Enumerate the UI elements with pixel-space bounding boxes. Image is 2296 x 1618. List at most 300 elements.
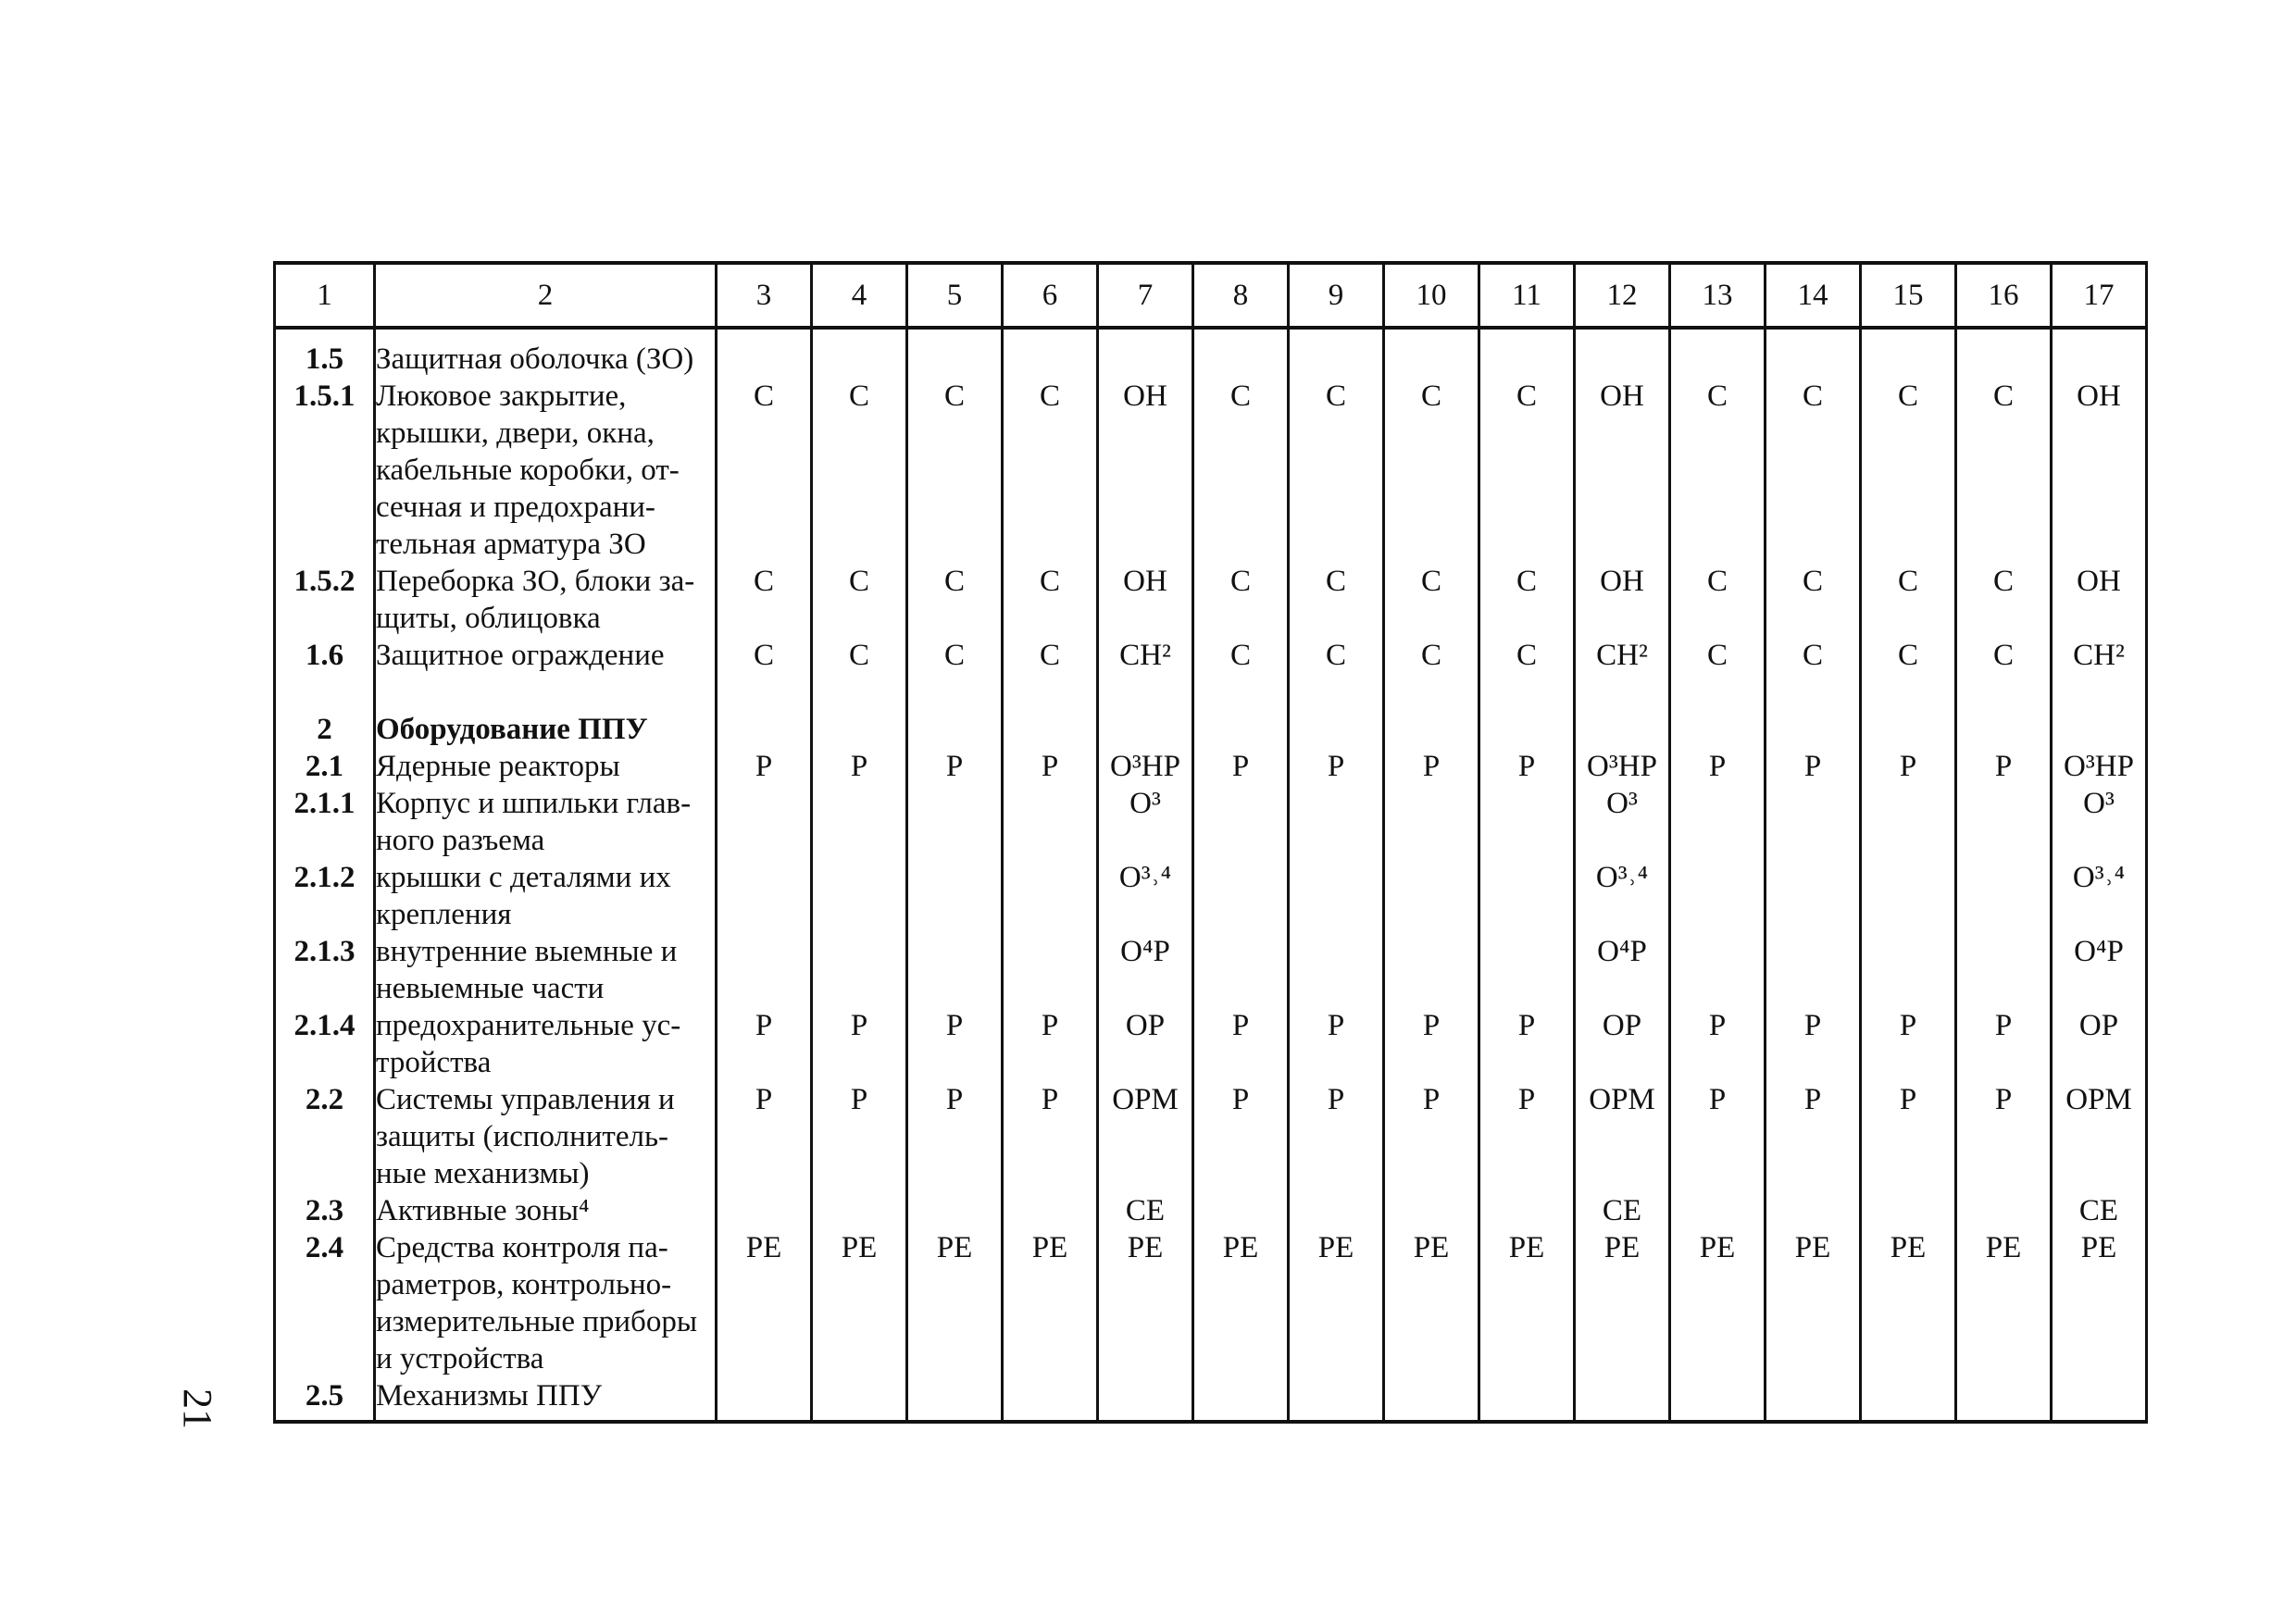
status-code-cell [1479,711,1575,748]
status-code-cell: О³ [1098,785,1193,859]
status-code-cell: С [717,378,812,563]
row-description [375,563,717,637]
status-code-cell [717,1192,812,1229]
status-code-cell: О³ [2052,785,2147,859]
status-code-cell [1003,1192,1098,1229]
status-code-cell: О³НР [1098,748,1193,785]
status-code-cell: С [1766,637,1861,674]
status-code-cell [1003,1377,1098,1422]
status-code-cell: ОР [2052,1007,2147,1081]
description-line: крышки, двери, окна, [376,417,655,450]
description-line: сечная и предохрани- [376,491,655,524]
status-code-cell [1289,859,1384,933]
column-header: 10 [1384,263,1479,328]
empty-cell [1670,674,1766,711]
status-code-cell [1670,859,1766,933]
empty-cell [1766,674,1861,711]
description-line: Защитное ограждение [376,639,665,672]
status-code-cell: Р [1670,1007,1766,1081]
column-header: 4 [812,263,907,328]
status-code-cell: С [812,637,907,674]
status-code-cell [812,933,907,1007]
status-code-cell: О⁴Р [1098,933,1193,1007]
status-code-cell: С [1003,378,1098,563]
status-code-cell: СЕ [1575,1192,1670,1229]
status-code-cell [907,711,1003,748]
status-code-cell: ОН [1575,378,1670,563]
table-row [275,328,2147,378]
status-code-cell: СН² [1098,637,1193,674]
status-code-cell: Р [907,748,1003,785]
status-code-cell [1766,711,1861,748]
row-number: 1.5.2 [275,563,375,637]
row-description [375,1007,717,1081]
status-code-cell [1193,859,1289,933]
status-code-cell: ОР [1098,1007,1193,1081]
status-code-cell [812,859,907,933]
status-code-cell [1289,785,1384,859]
status-code-cell: ОРМ [1575,1081,1670,1192]
description-line: измерительные приборы [376,1305,698,1338]
status-code-cell [812,1377,907,1422]
status-code-cell [1956,328,2052,378]
status-code-cell: С [907,378,1003,563]
row-number: 1.6 [275,637,375,674]
status-code-cell [1003,933,1098,1007]
status-code-cell [1956,933,2052,1007]
empty-cell [1003,674,1098,711]
status-code-cell [907,1192,1003,1229]
status-code-cell: РЕ [2052,1229,2147,1377]
status-code-cell: Р [1479,1081,1575,1192]
status-code-cell [717,711,812,748]
table-row [275,378,2147,563]
status-code-cell [1766,933,1861,1007]
description-line: Активные зоны⁴ [376,1194,590,1227]
status-code-cell: С [1766,563,1861,637]
status-code-cell: Р [1003,1007,1098,1081]
row-description [375,785,717,859]
table-body [275,328,2147,1422]
status-code-cell: О³НР [2052,748,2147,785]
status-code-cell [1384,785,1479,859]
description-line: Защитная оболочка (ЗО) [376,342,694,376]
column-header: 2 [375,263,717,328]
status-code-cell: Р [717,1081,812,1192]
status-code-cell: С [1956,378,2052,563]
row-description [375,1081,717,1192]
status-code-cell: Р [1766,1081,1861,1192]
column-header: 9 [1289,263,1384,328]
status-code-cell [1384,933,1479,1007]
column-header: 1 [275,263,375,328]
status-code-cell [2052,328,2147,378]
status-code-cell: РЕ [1670,1229,1766,1377]
description-line: защиты (исполнитель- [376,1120,668,1153]
description-line: кабельные коробки, от- [376,454,680,487]
status-code-cell [1098,1377,1193,1422]
row-description [375,637,717,674]
status-code-cell [1670,328,1766,378]
page-number: 21 [175,1388,220,1429]
status-code-cell [812,328,907,378]
empty-cell [717,674,812,711]
status-code-cell: РЕ [1766,1229,1861,1377]
table-row [275,1229,2147,1377]
status-code-cell: Р [717,748,812,785]
row-number: 2.5 [275,1377,375,1422]
table-row [275,859,2147,933]
table-row [275,1192,2147,1229]
column-header: 7 [1098,263,1193,328]
row-number: 2.1.1 [275,785,375,859]
status-code-cell: РЕ [1289,1229,1384,1377]
column-header: 17 [2052,263,2147,328]
status-code-cell: Р [1861,1007,1956,1081]
status-code-cell: ОН [2052,563,2147,637]
status-code-cell: ОРМ [1098,1081,1193,1192]
status-code-cell: С [1861,563,1956,637]
table-row [275,1007,2147,1081]
status-code-cell [1193,933,1289,1007]
row-number: 1.5.1 [275,378,375,563]
status-code-cell: Р [1193,748,1289,785]
status-code-cell [812,711,907,748]
column-header: 15 [1861,263,1956,328]
description-line: внутренние выемные и [376,935,678,968]
status-code-cell [1479,1192,1575,1229]
status-code-cell: Р [812,748,907,785]
row-number: 2 [275,711,375,748]
table-row [275,1081,2147,1192]
status-code-cell [1575,328,1670,378]
status-code-cell [1861,1192,1956,1229]
empty-cell [1384,674,1479,711]
status-code-cell [1479,1377,1575,1422]
status-code-cell: С [1479,637,1575,674]
status-code-cell: С [1003,563,1098,637]
status-code-cell [1766,785,1861,859]
status-code-cell: С [1956,563,2052,637]
status-code-cell [1766,859,1861,933]
status-code-cell [1479,328,1575,378]
status-code-cell: РЕ [1003,1229,1098,1377]
row-number: 1.5 [275,328,375,378]
status-code-cell: Р [1670,748,1766,785]
status-code-cell: Р [1861,1081,1956,1192]
status-code-cell [1766,1377,1861,1422]
status-code-cell: С [1289,637,1384,674]
status-code-cell [1384,328,1479,378]
row-number: 2.1.2 [275,859,375,933]
status-code-cell: С [1384,563,1479,637]
status-code-cell [907,785,1003,859]
status-code-cell: Р [907,1081,1003,1192]
status-code-cell [1193,328,1289,378]
row-number: 2.1 [275,748,375,785]
description-line: крышки с деталями их [376,861,671,894]
description-line: Корпус и шпильки глав- [376,787,692,820]
status-code-cell: С [812,378,907,563]
description-line: Ядерные реакторы [376,750,620,783]
empty-cell [1861,674,1956,711]
status-code-cell [1384,859,1479,933]
empty-cell [1193,674,1289,711]
status-code-cell: Р [1003,1081,1098,1192]
empty-cell [1098,674,1193,711]
status-code-cell: РЕ [1956,1229,2052,1377]
status-code-cell: СЕ [1098,1192,1193,1229]
status-code-cell: Р [1193,1081,1289,1192]
status-code-cell: О⁴Р [2052,933,2147,1007]
column-header: 5 [907,263,1003,328]
status-code-cell [1766,1192,1861,1229]
description-line: предохранительные ус- [376,1009,681,1042]
row-description [375,378,717,563]
status-code-cell: Р [1956,1081,2052,1192]
status-code-cell: РЕ [812,1229,907,1377]
status-code-cell: Р [1479,1007,1575,1081]
row-number: 2.3 [275,1192,375,1229]
spacer-row [275,674,2147,711]
status-code-cell: Р [1289,1081,1384,1192]
status-code-cell: РЕ [1479,1229,1575,1377]
status-code-cell: О³˒⁴ [1098,859,1193,933]
status-code-cell: ОН [1098,378,1193,563]
status-code-cell: Р [1384,748,1479,785]
status-code-cell [907,1377,1003,1422]
status-code-cell: С [1670,637,1766,674]
status-code-cell [1384,711,1479,748]
status-code-cell: РЕ [1098,1229,1193,1377]
status-code-cell: ОН [1575,563,1670,637]
status-code-cell: С [1193,563,1289,637]
status-code-cell: Р [1670,1081,1766,1192]
row-description [375,1192,717,1229]
table-row [275,637,2147,674]
status-code-cell [812,1192,907,1229]
status-code-cell [1956,711,2052,748]
row-description [375,933,717,1007]
status-code-cell [1384,1377,1479,1422]
empty-cell [275,674,375,711]
status-code-cell: С [1670,563,1766,637]
header-row [275,263,2147,328]
status-code-cell: О⁴Р [1575,933,1670,1007]
status-code-cell: РЕ [1384,1229,1479,1377]
status-code-cell: Р [1861,748,1956,785]
status-code-cell [907,933,1003,1007]
row-description [375,859,717,933]
description-line: ного разъема [376,824,545,857]
row-description [375,1377,717,1422]
status-code-cell [1003,711,1098,748]
status-code-cell: С [1193,637,1289,674]
status-code-cell: РЕ [907,1229,1003,1377]
status-code-cell [1193,711,1289,748]
status-code-cell: РЕ [717,1229,812,1377]
status-code-cell [1670,1377,1766,1422]
empty-cell [907,674,1003,711]
status-code-cell: Р [1003,748,1098,785]
status-code-cell [1861,859,1956,933]
status-code-cell: С [907,637,1003,674]
status-code-cell: С [1384,637,1479,674]
status-code-cell [1479,933,1575,1007]
status-code-cell [1479,859,1575,933]
description-line: крепления [376,898,512,931]
status-code-cell: СН² [1575,637,1670,674]
column-header: 14 [1766,263,1861,328]
empty-cell [1575,674,1670,711]
status-code-cell: ОН [1098,563,1193,637]
status-code-cell: О³НР [1575,748,1670,785]
description-line: и устройства [376,1342,544,1375]
status-code-cell: С [1003,637,1098,674]
column-header: 6 [1003,263,1098,328]
row-description [375,328,717,378]
empty-cell [2052,674,2147,711]
row-description [375,711,717,748]
status-code-cell: С [1289,378,1384,563]
status-code-cell: Р [1479,748,1575,785]
row-number: 2.1.4 [275,1007,375,1081]
status-code-cell: С [1766,378,1861,563]
column-header: 13 [1670,263,1766,328]
column-header: 11 [1479,263,1575,328]
status-code-cell [1193,1377,1289,1422]
status-code-cell [1384,1192,1479,1229]
status-code-cell: С [812,563,907,637]
status-code-cell [1956,1192,2052,1229]
empty-cell [375,674,717,711]
row-description [375,748,717,785]
empty-cell [1289,674,1384,711]
empty-cell [812,674,907,711]
status-code-cell [1479,785,1575,859]
table-row [275,748,2147,785]
status-code-cell [1956,859,2052,933]
status-code-cell [1670,1192,1766,1229]
status-code-cell [1193,785,1289,859]
status-code-cell: СН² [2052,637,2147,674]
status-code-cell [1861,1377,1956,1422]
column-header: 8 [1193,263,1289,328]
column-header: 12 [1575,263,1670,328]
status-code-cell: С [1861,637,1956,674]
status-code-cell [2052,1377,2147,1422]
status-code-cell: С [1193,378,1289,563]
description-line: тельная арматура ЗО [376,528,646,561]
empty-cell [1479,674,1575,711]
description-line: Средства контроля па- [376,1231,668,1264]
status-code-cell: С [1479,563,1575,637]
status-code-cell [1289,711,1384,748]
status-code-cell [1193,1192,1289,1229]
status-code-cell [1003,859,1098,933]
status-code-cell: С [907,563,1003,637]
description-line: щиты, облицовка [376,602,601,635]
status-code-cell: Р [1289,1007,1384,1081]
status-code-cell [717,859,812,933]
status-code-cell: Р [717,1007,812,1081]
status-code-cell: Р [1289,748,1384,785]
status-code-cell [1670,785,1766,859]
table-row [275,933,2147,1007]
status-code-cell: Р [1766,1007,1861,1081]
table-row [275,711,2147,748]
status-code-cell: ОР [1575,1007,1670,1081]
status-code-cell: С [1384,378,1479,563]
description-line: Люковое закрытие, [376,380,627,413]
status-code-cell [717,1377,812,1422]
status-code-cell [1861,328,1956,378]
status-code-cell: Р [1956,1007,2052,1081]
status-code-cell [1098,328,1193,378]
status-code-cell [1766,328,1861,378]
requirements-table [273,261,2148,1424]
status-code-cell [1003,328,1098,378]
table-row [275,785,2147,859]
status-code-cell [717,328,812,378]
status-code-cell [717,933,812,1007]
status-code-cell [717,785,812,859]
row-description [375,1229,717,1377]
status-code-cell [812,785,907,859]
status-code-cell [1003,785,1098,859]
status-code-cell: О³˒⁴ [1575,859,1670,933]
status-code-cell: РЕ [1193,1229,1289,1377]
empty-cell [1956,674,2052,711]
status-code-cell: О³˒⁴ [2052,859,2147,933]
status-code-cell [1861,785,1956,859]
row-number: 2.2 [275,1081,375,1192]
status-code-cell: Р [1384,1081,1479,1192]
status-code-cell: С [717,637,812,674]
description-line: Переборка ЗО, блоки за- [376,565,695,598]
status-code-cell [1289,1192,1384,1229]
row-number: 2.1.3 [275,933,375,1007]
status-code-cell: Р [907,1007,1003,1081]
status-code-cell: О³ [1575,785,1670,859]
status-code-cell: ОН [2052,378,2147,563]
description-line: Системы управления и [376,1083,675,1116]
status-code-cell: С [1861,378,1956,563]
description-line: тройства [376,1046,492,1079]
table-row [275,1377,2147,1422]
description-line: невыемные части [376,972,605,1005]
status-code-cell: С [1670,378,1766,563]
status-code-cell: РЕ [1861,1229,1956,1377]
description-line: Оборудование ППУ [376,713,648,746]
status-code-cell: Р [812,1007,907,1081]
column-header: 16 [1956,263,2052,328]
status-code-cell [1575,1377,1670,1422]
status-code-cell: ОРМ [2052,1081,2147,1192]
status-code-cell [907,859,1003,933]
status-code-cell: Р [1766,748,1861,785]
status-code-cell [1289,328,1384,378]
status-code-cell [1670,711,1766,748]
status-code-cell [1575,711,1670,748]
status-code-cell: Р [812,1081,907,1192]
status-code-cell [1956,1377,2052,1422]
status-code-cell: С [1289,563,1384,637]
status-code-cell [1289,933,1384,1007]
status-code-cell [1861,933,1956,1007]
status-code-cell: С [1956,637,2052,674]
status-code-cell: РЕ [1575,1229,1670,1377]
